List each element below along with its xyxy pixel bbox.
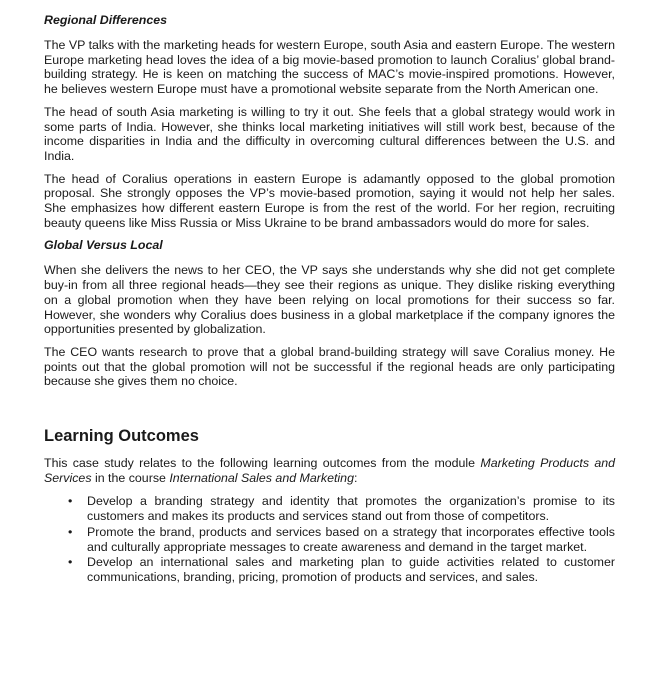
global-local-paragraph-vp: When she delivers the news to her CEO, the VP says she understands why she did not get complete buy-in from all three regional heads—they see their regions as unique. They dislike risking everything on a global promotion when they have been relying on local promotions for their success so far. However, she wonders why Coralius does business in a global marketplace if the company ignores the opportunities presented by globalization. (44, 263, 615, 337)
intro-middle: in the course (91, 470, 170, 485)
list-item-text: Develop an international sales and marketing plan to guide activities related to customer communications, branding, pricing, promotion of products and services, and sales. (87, 555, 615, 584)
list-item (68, 525, 615, 554)
intro-suffix: : (353, 470, 358, 485)
bullet-icon: • (68, 524, 73, 539)
bullet-icon: • (68, 494, 73, 509)
module-name: Marketing Products and Services (44, 456, 616, 485)
regional-paragraph-south-asia: The head of south Asia marketing is willing to try it out. She feels that a global strategy would work in some parts of India. However, she thinks local marketing initiatives will still work best, because of the income disparities in India and the difficulty in overcoming cultural differences between the U.S. and India. (44, 104, 615, 163)
bullet-icon: • (68, 555, 73, 570)
course-name: International Sales and Marketing (169, 470, 354, 485)
list-item-text: Promote the brand, products and services based on a strategy that incorporates effective tools and culturally appropriate messages to create awareness and demand in the target market. (87, 524, 615, 554)
global-versus-local-heading: Global Versus Local (44, 238, 163, 253)
regional-paragraph-eastern-europe: The head of Coralius operations in eastern Europe is adamantly opposed to the global promotion proposal. She strongly opposes the VP’s movie-based promotion, saying it would not help her sales. She emphasizes how different eastern Europe is from the rest of the world. For her region, recruiting beauty queens like Miss Russia or Miss Ukraine to be brand ambassadors would do more for sales. (44, 171, 615, 230)
learning-outcomes-heading: Learning Outcomes (44, 427, 199, 446)
global-local-paragraph-ceo: The CEO wants research to prove that a global brand-building strategy will save Coralius money. He points out that the global promotion will not be successful if the regional heads are only participating because she gives them no choice. (44, 344, 615, 389)
list-item (68, 555, 615, 584)
intro-prefix: This case study relates to the following learning outcomes from the module (44, 456, 481, 471)
list-item (68, 494, 615, 523)
regional-differences-heading: Regional Differences (44, 13, 168, 27)
list-item-text: Develop a branding strategy and identity that promotes the organization’s promise to its customers and makes its products and services stand out from those of competitors. (87, 494, 615, 524)
regional-paragraph-western-europe: The VP talks with the marketing heads for western Europe, south Asia and eastern Europe. The western Europe marketing head loves the idea of a big movie-based promotion to launch Coralius’ global brand-building strategy. He is keen on matching the success of MAC’s movie-inspired promotions. However, he believes western Europe must have a promotional website separate from the North American one. (44, 38, 615, 97)
learning-outcomes-list (44, 494, 615, 584)
learning-outcomes-intro (44, 456, 615, 485)
